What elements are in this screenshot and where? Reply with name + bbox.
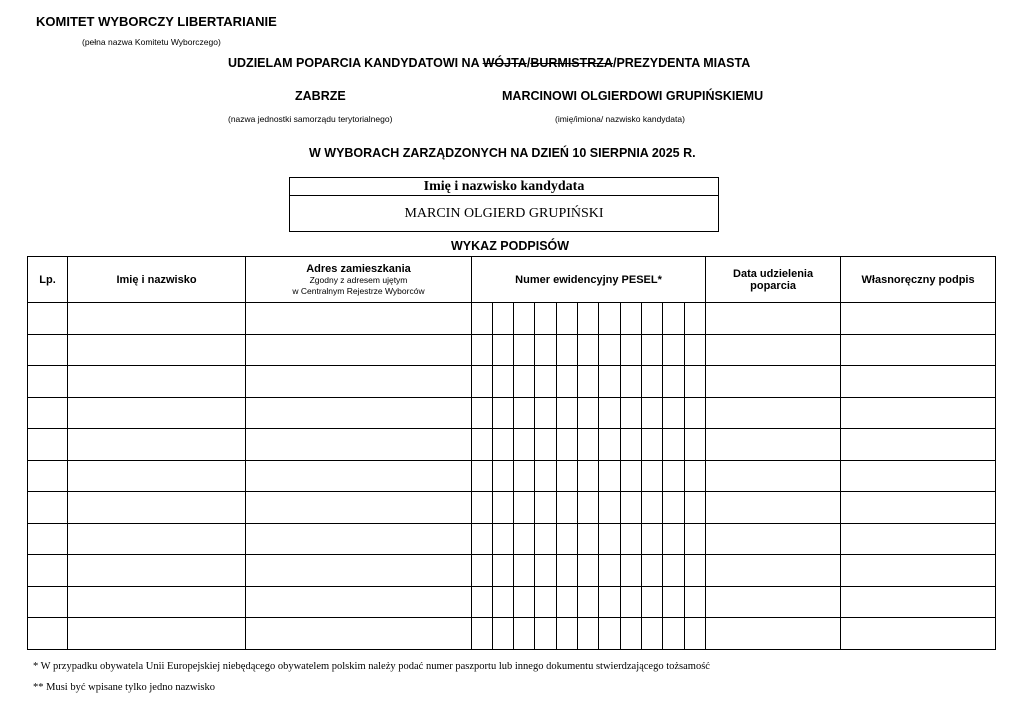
cell-pesel-digit[interactable] [621,492,642,524]
cell-pesel-digit[interactable] [557,555,578,587]
cell-pesel-digit[interactable] [578,523,599,555]
cell-pesel-digit[interactable] [599,334,621,366]
cell-pesel-digit[interactable] [557,429,578,461]
cell-address[interactable] [246,429,472,461]
col-name: Imię i nazwisko [68,257,246,303]
cell-signature[interactable] [841,555,996,587]
cell-pesel-digit[interactable] [557,460,578,492]
cell-pesel-digit[interactable] [621,366,642,398]
candidate-dative-caption: (imię/imiona/ nazwisko kandydata) [555,114,685,124]
cell-signature[interactable] [841,618,996,650]
cell-address[interactable] [246,366,472,398]
cell-pesel-digit[interactable] [557,366,578,398]
cell-name[interactable] [68,555,246,587]
col-lp: Lp. [28,257,68,303]
cell-pesel-digit[interactable] [599,429,621,461]
cell-pesel-digit[interactable] [472,618,493,650]
cell-pesel-digit[interactable] [599,397,621,429]
cell-signature[interactable] [841,303,996,335]
cell-pesel-digit[interactable] [493,460,514,492]
cell-address[interactable] [246,334,472,366]
cell-signature[interactable] [841,397,996,429]
table-row [28,460,996,492]
footnote-2: ** Musi być wpisane tylko jedno nazwisko [33,682,215,693]
cell-pesel-digit[interactable] [493,492,514,524]
table-row [28,492,996,524]
cell-pesel-digit[interactable] [642,334,663,366]
cell-pesel-digit[interactable] [642,429,663,461]
cell-pesel-digit[interactable] [535,618,557,650]
cell-pesel-digit[interactable] [621,523,642,555]
cell-pesel-digit[interactable] [642,555,663,587]
cell-pesel-digit[interactable] [685,523,706,555]
cell-name[interactable] [68,366,246,398]
cell-pesel-digit[interactable] [642,303,663,335]
cell-pesel-digit[interactable] [472,429,493,461]
cell-lp[interactable] [28,523,68,555]
cell-date[interactable] [706,303,841,335]
cell-pesel-digit[interactable] [621,397,642,429]
cell-signature[interactable] [841,523,996,555]
cell-pesel-digit[interactable] [535,429,557,461]
cell-address[interactable] [246,397,472,429]
cell-address[interactable] [246,586,472,618]
cell-pesel-digit[interactable] [472,492,493,524]
cell-pesel-digit[interactable] [535,366,557,398]
table-row [28,303,996,335]
cell-pesel-digit[interactable] [599,618,621,650]
cell-pesel-digit[interactable] [493,334,514,366]
footnote-1: * W przypadku obywatela Unii Europejskiej niebędącego obywatelem polskim należy podać numer paszportu lub innego dokumentu stwierdzającego tożsamość [33,661,710,672]
cell-address[interactable] [246,303,472,335]
cell-pesel-digit[interactable] [472,523,493,555]
cell-pesel-digit[interactable] [642,618,663,650]
cell-pesel-digit[interactable] [514,492,535,524]
cell-pesel-digit[interactable] [663,523,685,555]
cell-pesel-digit[interactable] [578,492,599,524]
cell-pesel-digit[interactable] [535,555,557,587]
table-row [28,555,996,587]
support-heading [228,56,750,70]
col-date-line1: Data udzielenia [733,267,814,280]
cell-signature[interactable] [841,586,996,618]
cell-pesel-digit[interactable] [557,397,578,429]
cell-pesel-digit[interactable] [578,618,599,650]
signatures-body [28,303,996,650]
cell-pesel-digit[interactable] [493,366,514,398]
cell-pesel-digit[interactable] [642,523,663,555]
table-header-row [28,257,996,303]
cell-pesel-digit[interactable] [621,555,642,587]
cell-pesel-digit[interactable] [599,492,621,524]
cell-pesel-digit[interactable] [578,303,599,335]
cell-pesel-digit[interactable] [663,366,685,398]
cell-pesel-digit[interactable] [557,523,578,555]
cell-pesel-digit[interactable] [685,586,706,618]
cell-pesel-digit[interactable] [578,555,599,587]
cell-pesel-digit[interactable] [685,555,706,587]
struck-office-2: BURMISTRZA [530,56,613,70]
cell-date[interactable] [706,618,841,650]
cell-pesel-digit[interactable] [535,492,557,524]
unit-caption: (nazwa jednostki samorządu terytorialnego) [228,114,393,124]
cell-name[interactable] [68,334,246,366]
cell-pesel-digit[interactable] [514,586,535,618]
cell-pesel-digit[interactable] [493,618,514,650]
cell-pesel-digit[interactable] [685,303,706,335]
cell-pesel-digit[interactable] [472,334,493,366]
cell-pesel-digit[interactable] [621,303,642,335]
cell-pesel-digit[interactable] [642,397,663,429]
cell-pesel-digit[interactable] [578,397,599,429]
table-row [28,366,996,398]
cell-signature[interactable] [841,334,996,366]
cell-pesel-digit[interactable] [493,303,514,335]
support-prefix: UDZIELAM POPARCIA KANDYDATOWI NA [228,56,483,70]
cell-pesel-digit[interactable] [514,366,535,398]
cell-signature[interactable] [841,429,996,461]
cell-pesel-digit[interactable] [514,618,535,650]
support-suffix: /PREZYDENTA MIASTA [612,56,751,70]
cell-pesel-digit[interactable] [599,460,621,492]
cell-pesel-digit[interactable] [685,492,706,524]
cell-address[interactable] [246,555,472,587]
cell-pesel-digit[interactable] [472,303,493,335]
cell-pesel-digit[interactable] [514,555,535,587]
cell-pesel-digit[interactable] [663,429,685,461]
candidate-box-header: Imię i nazwisko kandydata [290,178,718,196]
cell-date[interactable] [706,429,841,461]
cell-pesel-digit[interactable] [557,492,578,524]
signatures-table [27,256,996,650]
cell-lp[interactable] [28,429,68,461]
cell-pesel-digit[interactable] [535,334,557,366]
cell-date[interactable] [706,334,841,366]
support-sep: / [526,56,531,70]
table-row [28,618,996,650]
cell-lp[interactable] [28,586,68,618]
cell-pesel-digit[interactable] [642,366,663,398]
cell-name[interactable] [68,523,246,555]
cell-pesel-digit[interactable] [578,460,599,492]
cell-pesel-digit[interactable] [514,397,535,429]
unit-name: ZABRZE [295,89,346,103]
cell-pesel-digit[interactable] [642,492,663,524]
cell-pesel-digit[interactable] [642,460,663,492]
election-line: W WYBORACH ZARZĄDZONYCH NA DZIEŃ 10 SIERPNIA 2025 R. [309,146,696,160]
cell-pesel-digit[interactable] [557,586,578,618]
cell-pesel-digit[interactable] [535,397,557,429]
cell-name[interactable] [68,460,246,492]
cell-pesel-digit[interactable] [472,397,493,429]
cell-pesel-digit[interactable] [663,303,685,335]
cell-pesel-digit[interactable] [685,429,706,461]
cell-pesel-digit[interactable] [685,366,706,398]
cell-signature[interactable] [841,366,996,398]
cell-pesel-digit[interactable] [493,555,514,587]
cell-pesel-digit[interactable] [663,618,685,650]
cell-pesel-digit[interactable] [599,586,621,618]
cell-pesel-digit[interactable] [535,303,557,335]
cell-lp[interactable] [28,366,68,398]
struck-office-1: WÓJTA [482,56,527,70]
cell-lp[interactable] [28,303,68,335]
cell-pesel-digit[interactable] [514,523,535,555]
cell-pesel-digit[interactable] [514,429,535,461]
cell-address[interactable] [246,618,472,650]
cell-pesel-digit[interactable] [663,586,685,618]
candidate-dative-name: MARCINOWI OLGIERDOWI GRUPIŃSKIEMU [502,89,764,103]
table-row [28,397,996,429]
cell-date[interactable] [706,586,841,618]
cell-pesel-digit[interactable] [685,334,706,366]
cell-name[interactable] [68,586,246,618]
cell-lp[interactable] [28,492,68,524]
cell-pesel-digit[interactable] [472,555,493,587]
cell-pesel-digit[interactable] [578,334,599,366]
cell-lp[interactable] [28,397,68,429]
cell-pesel-digit[interactable] [663,492,685,524]
cell-pesel-digit[interactable] [578,366,599,398]
cell-pesel-digit[interactable] [599,366,621,398]
cell-pesel-digit[interactable] [685,397,706,429]
cell-date[interactable] [706,492,841,524]
committee-name: KOMITET WYBORCZY LIBERTARIANIE [36,14,277,29]
cell-pesel-digit[interactable] [557,303,578,335]
cell-pesel-digit[interactable] [685,618,706,650]
cell-lp[interactable] [28,618,68,650]
cell-name[interactable] [68,397,246,429]
col-address-title: Adres zamieszkania [306,262,411,275]
table-row [28,429,996,461]
cell-pesel-digit[interactable] [514,460,535,492]
committee-caption: (pełna nazwa Komitetu Wyborczego) [82,37,221,47]
cell-pesel-digit[interactable] [621,618,642,650]
cell-address[interactable] [246,523,472,555]
col-address-sub2: w Centralnym Rejestrze Wyborców [292,285,425,296]
cell-name[interactable] [68,618,246,650]
cell-pesel-digit[interactable] [557,334,578,366]
col-address-sub1: Zgodny z adresem ujętym [309,274,408,285]
cell-lp[interactable] [28,334,68,366]
cell-pesel-digit[interactable] [663,555,685,587]
cell-pesel-digit[interactable] [472,586,493,618]
cell-date[interactable] [706,523,841,555]
cell-pesel-digit[interactable] [663,460,685,492]
cell-pesel-digit[interactable] [535,586,557,618]
cell-pesel-digit[interactable] [599,555,621,587]
cell-pesel-digit[interactable] [557,618,578,650]
cell-date[interactable] [706,460,841,492]
cell-pesel-digit[interactable] [493,429,514,461]
col-pesel: Numer ewidencyjny PESEL* [472,257,706,303]
cell-pesel-digit[interactable] [493,397,514,429]
cell-date[interactable] [706,397,841,429]
table-row [28,523,996,555]
table-row [28,334,996,366]
cell-pesel-digit[interactable] [621,334,642,366]
cell-pesel-digit[interactable] [663,334,685,366]
cell-pesel-digit[interactable] [599,523,621,555]
col-date [706,257,841,303]
cell-date[interactable] [706,366,841,398]
table-row [28,586,996,618]
cell-pesel-digit[interactable] [535,460,557,492]
cell-pesel-digit[interactable] [621,586,642,618]
cell-pesel-digit[interactable] [493,586,514,618]
cell-pesel-digit[interactable] [685,460,706,492]
cell-pesel-digit[interactable] [642,586,663,618]
cell-name[interactable] [68,429,246,461]
cell-pesel-digit[interactable] [599,303,621,335]
cell-pesel-digit[interactable] [621,429,642,461]
cell-pesel-digit[interactable] [514,303,535,335]
cell-lp[interactable] [28,555,68,587]
signatures-title: WYKAZ PODPISÓW [451,239,570,253]
col-signature: Własnoręczny podpis [841,257,996,303]
cell-address[interactable] [246,460,472,492]
cell-pesel-digit[interactable] [535,523,557,555]
cell-pesel-digit[interactable] [493,523,514,555]
candidate-name-box [289,177,719,232]
cell-pesel-digit[interactable] [578,586,599,618]
cell-name[interactable] [68,492,246,524]
cell-date[interactable] [706,555,841,587]
cell-pesel-digit[interactable] [663,397,685,429]
cell-address[interactable] [246,492,472,524]
cell-signature[interactable] [841,460,996,492]
candidate-box-value: MARCIN OLGIERD GRUPIŃSKI [404,206,604,221]
cell-name[interactable] [68,303,246,335]
col-date-line2: poparcia [750,279,796,292]
cell-lp[interactable] [28,460,68,492]
col-address [246,257,472,303]
cell-pesel-digit[interactable] [472,460,493,492]
cell-pesel-digit[interactable] [578,429,599,461]
cell-pesel-digit[interactable] [514,334,535,366]
cell-signature[interactable] [841,492,996,524]
cell-pesel-digit[interactable] [472,366,493,398]
cell-pesel-digit[interactable] [621,460,642,492]
